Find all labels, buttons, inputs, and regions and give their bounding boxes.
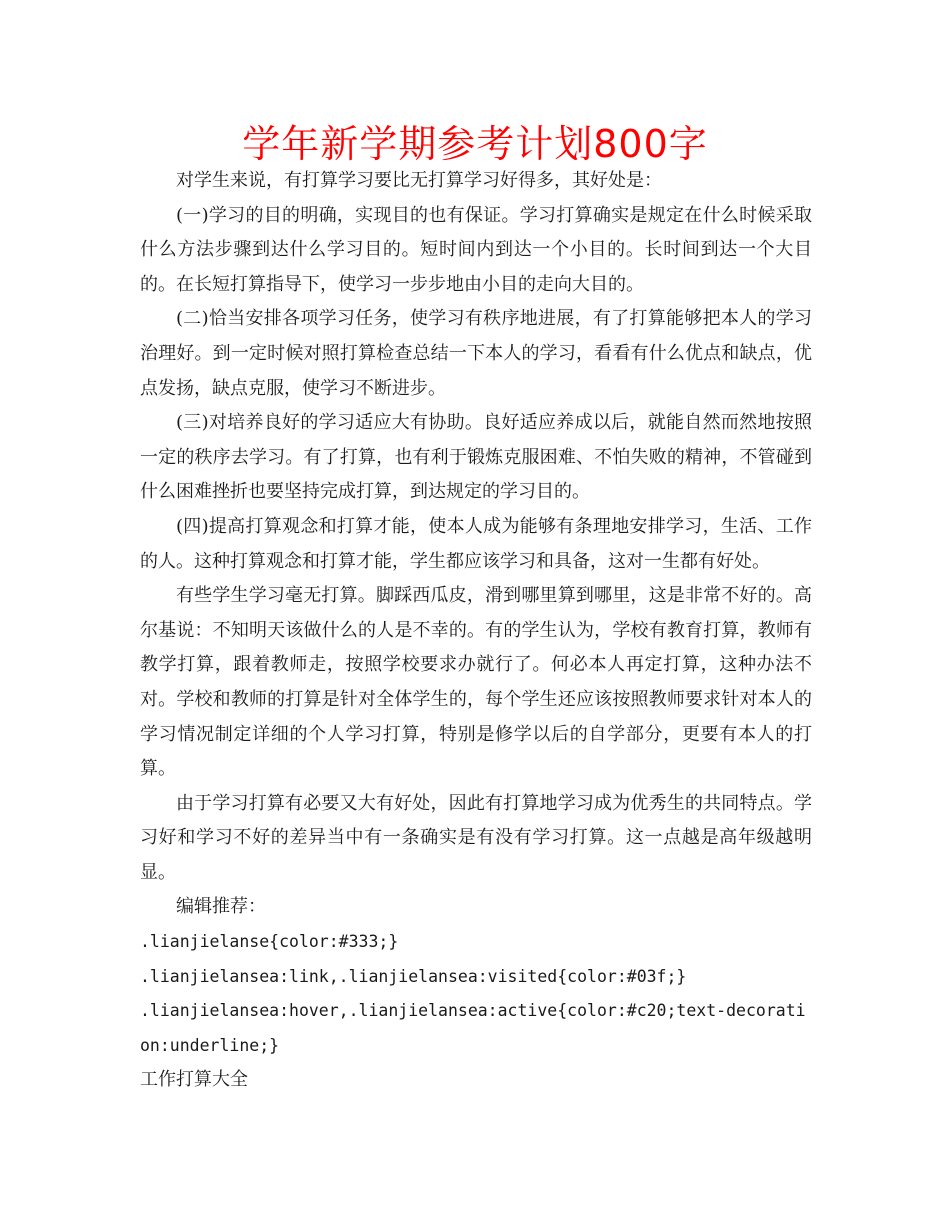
paragraph-point-1: (一)学习的目的明确，实现目的也有保证。学习打算确实是规定在什么时候采取什么方法步骤到达什么学习目的。短时间内到达一个小目的。长时间到达一个大目的。在长短打算指导下，使学习一步步地由小目的走向大目的。 [140,204,812,295]
paragraph-no-plan: 有些学生学习毫无打算。脚踩西瓜皮，滑到哪里算到哪里，这是非常不好的。高尔基说：不知明天该做什么的人是不幸的。有的学生认为，学校有教育打算，教师有教学打算，跟着教师走，按照学校要求办就行了。何必本人再定打算，这种办法不对。学校和教师的打算是针对全体学生的，每个学生还应该按照教师要求针对本人的学习情况制定详细的个人学习打算，特别是修学以后的自学部分，更要有本人的打算。 [140,585,812,780]
code-line: .lianjielanse{color:#333;} [140,932,399,952]
paragraph-point-2: (二)恰当安排各项学习任务，使学习有秩序地进展，有了打算能够把本人的学习治理好。到一定时候对照打算检查总结一下本人的学习，看看有什么优点和缺点，优点发扬，缺点克服，使学习不断进步。 [140,308,812,399]
footer-link[interactable]: 工作打算大全 [140,1069,248,1091]
code-line: .lianjielansea:hover,.lianjielansea:active{color:#c20;text-decoration:underline;} [140,1001,806,1055]
paragraph-intro: 对学生来说，有打算学习要比无打算学习好得多，其好处是： [176,170,662,191]
code-line: .lianjielansea:link,.lianjielansea:visited{color:#03f;} [140,966,687,986]
document-body [140,164,812,1098]
paragraph-point-3: (三)对培养良好的学习适应大有协助。良好适应养成以后，就能自然而然地按照一定的秩序去学习。有了打算，也有利于锻炼克服困难、不怕失败的精神，不管碰到什么困难挫折也要坚持完成打算，到达规定的学习目的。 [140,412,812,503]
editor-recommend-label: 编辑推荐： [176,896,266,918]
paragraph-conclusion: 由于学习打算有必要又大有好处，因此有打算地学习成为优秀生的共同特点。学习好和学习不好的差异当中有一条确实是有没有学习打算。这一点越是高年级越明显。 [140,792,812,883]
document-title: 学年新学期参考计划800字 [242,122,708,166]
paragraph-point-4: (四)提高打算观念和打算才能，使本人成为能够有条理地安排学习，生活、工作的人。这种打算观念和打算才能，学生都应该学习和具备，这对一生都有好处。 [140,515,812,572]
